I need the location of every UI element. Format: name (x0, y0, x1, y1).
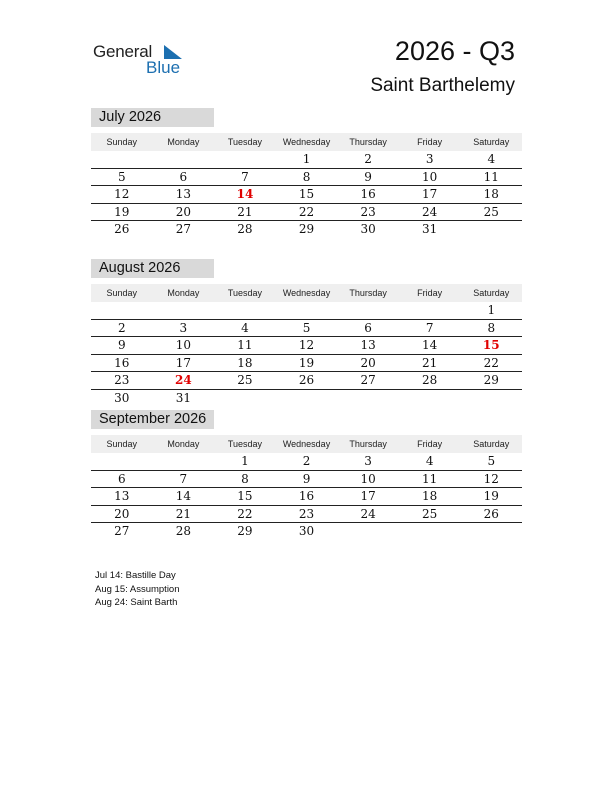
day-cell: 30 (114, 390, 130, 405)
day-cell: 22 (237, 506, 253, 521)
day-cell (276, 390, 338, 407)
week-row (91, 390, 522, 407)
day-cell: 30 (298, 524, 315, 538)
day-cell (214, 302, 276, 319)
day-cell: 25 (422, 506, 438, 521)
month-title: July 2026 (91, 108, 214, 127)
day-cell: 6 (179, 169, 188, 184)
day-cell: 23 (360, 204, 376, 219)
day-cell: 27 (114, 524, 130, 538)
month-july (91, 108, 522, 238)
day-cell: 12 (483, 471, 499, 486)
day-cell: 19 (114, 204, 130, 219)
day-cell: 5 (302, 320, 311, 335)
day-cell (91, 302, 153, 319)
day-cell: 23 (114, 373, 130, 387)
holiday-notes (95, 569, 180, 610)
day-cell (153, 151, 215, 168)
holiday-note: Aug 15: Assumption (95, 583, 180, 595)
day-cell: 31 (175, 390, 191, 405)
week-row (91, 302, 522, 320)
country-name: Saint Barthelemy (370, 75, 515, 96)
day-cell: 8 (241, 471, 249, 486)
day-cell: 3 (425, 152, 434, 166)
weekday-header-row (91, 133, 522, 151)
day-cell: 10 (175, 338, 191, 352)
logo-triangle-icon (164, 45, 182, 59)
day-cell: 18 (422, 489, 438, 503)
day-cell: 14 (175, 489, 191, 503)
day-cell: 27 (175, 222, 191, 236)
day-cell: 21 (237, 204, 253, 219)
month-august (91, 259, 522, 406)
day-cell: 20 (175, 204, 191, 219)
weekday-label: Thursday (349, 137, 387, 147)
weekday-label: Friday (417, 137, 443, 147)
day-cell: 14 (236, 187, 254, 201)
day-cell: 1 (241, 454, 249, 468)
day-cell (153, 302, 215, 319)
day-cell: 17 (360, 489, 376, 503)
day-cell (91, 453, 153, 470)
day-cell: 12 (298, 338, 315, 352)
day-cell: 13 (114, 489, 130, 503)
day-cell: 18 (483, 187, 499, 201)
day-cell: 26 (298, 373, 315, 387)
day-cell: 9 (302, 471, 311, 486)
day-cell: 26 (114, 222, 130, 236)
day-cell: 4 (487, 152, 496, 166)
day-cell: 2 (117, 320, 126, 335)
day-cell: 30 (360, 222, 376, 236)
day-cell: 5 (117, 169, 126, 184)
day-cell: 4 (425, 454, 434, 468)
week-row (91, 355, 522, 373)
day-cell: 15 (237, 489, 253, 503)
logo-text-general: General (93, 42, 153, 61)
weekday-label: Monday (167, 137, 200, 147)
day-cell: 16 (298, 489, 315, 503)
day-cell: 28 (175, 524, 191, 538)
day-cell: 2 (302, 454, 311, 468)
day-cell: 8 (302, 169, 311, 184)
day-cell: 8 (487, 320, 496, 335)
weekday-label: Monday (167, 439, 200, 449)
day-cell: 20 (114, 506, 130, 521)
day-cell: 1 (487, 303, 496, 317)
day-cell: 16 (114, 355, 130, 370)
day-cell: 25 (237, 373, 253, 387)
day-cell: 28 (237, 222, 253, 236)
day-cell: 17 (422, 187, 438, 201)
week-row (91, 169, 522, 187)
day-cell (337, 523, 399, 540)
day-cell (337, 302, 399, 319)
weekday-label: Saturday (473, 288, 510, 298)
day-cell: 6 (117, 471, 126, 486)
week-row (91, 471, 522, 489)
day-cell: 24 (360, 506, 376, 521)
day-cell: 25 (483, 204, 499, 219)
weekday-label: Wednesday (282, 439, 331, 449)
day-cell: 29 (298, 222, 315, 236)
day-cell: 19 (298, 355, 315, 370)
weekday-label: Sunday (106, 288, 138, 298)
week-row (91, 372, 522, 390)
day-cell: 11 (237, 338, 253, 352)
day-cell: 31 (422, 222, 438, 236)
day-cell: 28 (422, 373, 438, 387)
weekday-label: Monday (167, 288, 200, 298)
day-cell: 24 (422, 204, 438, 219)
day-cell: 23 (298, 506, 315, 521)
week-row (91, 453, 522, 471)
day-cell: 22 (298, 204, 315, 219)
holiday-note: Jul 14: Bastille Day (95, 570, 176, 581)
holiday-note: Aug 24: Saint Barth (95, 597, 178, 608)
day-cell: 11 (422, 471, 438, 486)
day-cell: 21 (175, 506, 191, 521)
day-cell: 27 (360, 373, 376, 387)
day-cell: 4 (241, 320, 249, 335)
weekday-label: Thursday (349, 439, 387, 449)
week-row (91, 337, 522, 355)
day-cell: 7 (179, 471, 188, 486)
weekday-label: Sunday (106, 137, 138, 147)
day-cell (337, 390, 399, 407)
day-cell: 15 (298, 187, 315, 201)
weekday-header-row (91, 284, 522, 302)
day-cell: 19 (483, 489, 499, 503)
day-cell (276, 302, 338, 319)
day-cell (214, 151, 276, 168)
day-cell: 29 (237, 524, 253, 538)
day-cell (399, 390, 461, 407)
week-row (91, 151, 522, 169)
weekday-label: Tuesday (227, 137, 263, 147)
weekday-label: Saturday (473, 137, 510, 147)
day-cell: 9 (364, 169, 372, 184)
weekday-label: Wednesday (282, 288, 331, 298)
day-cell: 13 (360, 338, 376, 352)
day-cell: 3 (179, 320, 188, 335)
day-cell: 9 (117, 338, 126, 352)
day-cell (460, 221, 522, 238)
weekday-label: Tuesday (227, 439, 263, 449)
week-row (91, 488, 522, 506)
week-row (91, 320, 522, 338)
weekday-label: Friday (417, 288, 443, 298)
day-cell: 24 (175, 373, 192, 387)
day-cell: 3 (364, 454, 372, 468)
day-cell: 6 (364, 320, 372, 335)
week-row (91, 186, 522, 204)
day-cell: 12 (114, 187, 130, 201)
day-cell: 22 (483, 355, 499, 370)
day-cell: 11 (483, 169, 499, 184)
day-cell: 7 (241, 169, 249, 184)
day-cell: 10 (422, 169, 438, 184)
day-cell: 16 (360, 187, 376, 201)
day-cell (214, 390, 276, 407)
day-cell: 14 (422, 338, 438, 352)
week-row (91, 221, 522, 238)
weekday-label: Friday (417, 439, 443, 449)
month-september (91, 410, 522, 540)
day-cell (399, 302, 461, 319)
day-cell: 26 (483, 506, 499, 521)
day-cell: 21 (422, 355, 438, 370)
month-title: September 2026 (91, 410, 214, 429)
weekday-label: Tuesday (227, 288, 263, 298)
weekday-label: Wednesday (282, 137, 331, 147)
week-row (91, 523, 522, 540)
weekday-header-row (91, 435, 522, 453)
week-row (91, 506, 522, 524)
day-cell: 29 (483, 373, 499, 387)
day-cell: 20 (360, 355, 376, 370)
day-cell: 2 (364, 152, 372, 166)
day-cell: 5 (487, 454, 496, 468)
day-cell (153, 453, 215, 470)
day-cell: 1 (302, 152, 311, 166)
day-cell: 17 (175, 355, 191, 370)
day-cell (460, 523, 522, 540)
month-title: August 2026 (91, 259, 214, 278)
weekday-label: Saturday (473, 439, 510, 449)
day-cell: 7 (425, 320, 434, 335)
day-cell: 18 (237, 355, 253, 370)
logo-text-blue: Blue (146, 58, 181, 77)
day-cell: 10 (360, 471, 376, 486)
page-title: 2026 - Q3 (394, 36, 515, 66)
day-cell: 15 (482, 338, 500, 352)
day-cell: 13 (175, 187, 191, 201)
weekday-label: Thursday (349, 288, 387, 298)
weekday-label: Sunday (106, 439, 138, 449)
week-row (91, 204, 522, 222)
generalblue-logo (93, 40, 193, 80)
day-cell (91, 151, 153, 168)
day-cell (399, 523, 461, 540)
day-cell (460, 390, 522, 407)
